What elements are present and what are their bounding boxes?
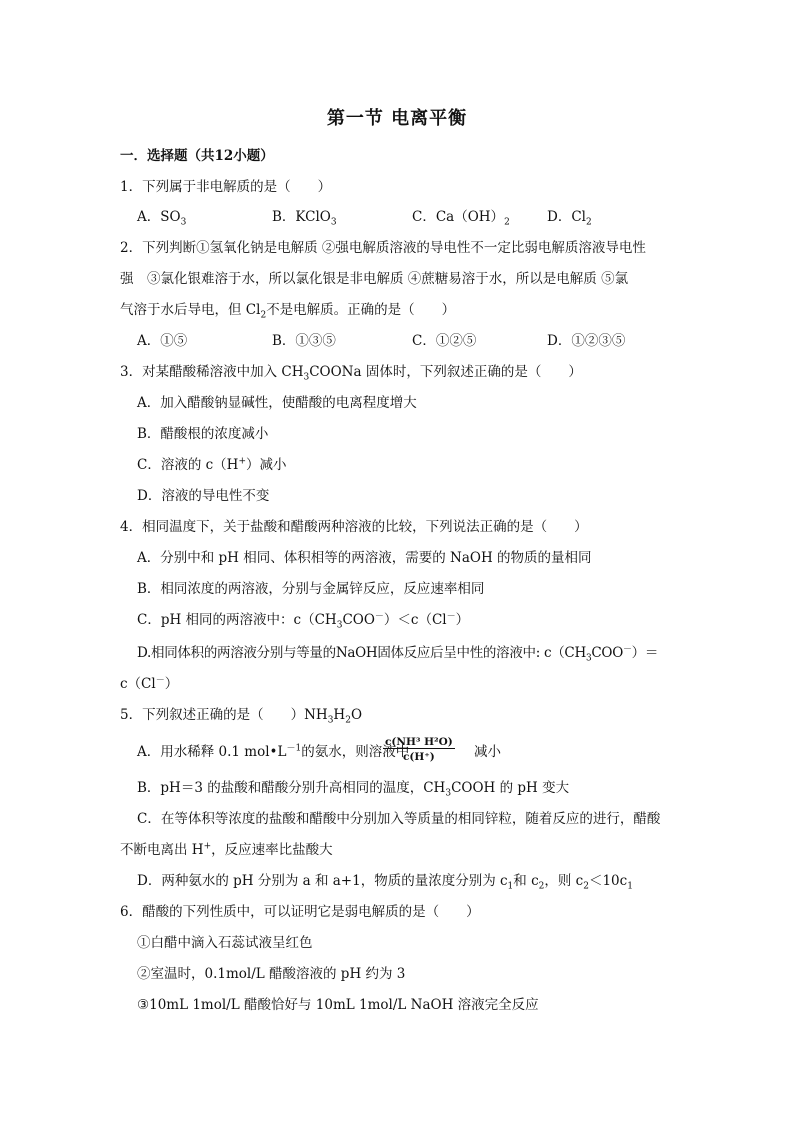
page-title: 第一节 电离平衡 <box>326 108 468 129</box>
q1-stem: 1．下列属于非电解质的是（ ） <box>120 179 332 195</box>
q3-stem: 3．对某醋酸稀溶液中加入 $CH_3COONa$ 固体时，下列叙述正确的是（ ） <box>120 364 582 383</box>
q1-option-b[interactable]: B．KClO$_3$ <box>272 209 337 228</box>
q4-option-a[interactable]: A．分别中和 pH 相同、体积相等的两溶液，需要的 NaOH 的物质的量相同 <box>137 550 592 566</box>
fraction-numerator: c(NH³ H²O) <box>385 736 453 748</box>
q5-option-c-continued: 不断电离出 H+，反应速率比盐酸大 <box>120 841 333 858</box>
q6-stem: 6．醋酸的下列性质中，可以证明它是弱电解质的是（ ） <box>120 904 480 920</box>
q5-option-a-tail: 减小 <box>474 744 501 760</box>
q2-stem-line3: 气溶于水后导电，但 $Cl_2$不是电解质。正确的是（ ） <box>120 302 456 321</box>
q2-stem-line1: 2．下列判断①氢氧化钠是电解质 ②强电解质溶液的导电性不一定比弱电解质溶液导电性 <box>120 240 646 256</box>
q2-option-b[interactable]: B．①③⑤ <box>272 333 336 349</box>
q5-option-d[interactable]: D．两种氨水的 pH 分别为 a 和 a+1，物质的量浓度分别为 $c_1$和 $c_2$，则 $c_2<10c_1$ <box>137 873 633 892</box>
fraction-denominator: c(H⁺) <box>402 751 435 763</box>
q6-item-1: ①白醋中滴入石蕊试液呈红色 <box>137 935 313 951</box>
q1-option-c[interactable]: C．$Ca(OH)_2$ <box>412 209 510 228</box>
q2-option-c[interactable]: C．①②⑤ <box>412 333 477 349</box>
q5-option-b[interactable]: B．pH＝3 的盐酸和醋酸分别升高相同的温度，$CH_3COOH$ 的 pH 变大 <box>137 780 570 799</box>
q5-option-c[interactable]: C．在等体积等浓度的盐酸和醋酸中分别加入等质量的相同锌粒，随着反应的进行，醋酸 <box>137 811 661 827</box>
section-heading: 一．选择题（共12小题） <box>120 148 274 164</box>
q3-option-c[interactable]: C．溶液的 c（H+）减小 <box>137 456 287 473</box>
q2-stem-line2: 强 ③氯化银难溶于水，所以氯化银是非电解质 ④蔗糖易溶于水，所以是电解质 ⑤氯 <box>120 271 629 287</box>
q2-option-d[interactable]: D．①②③⑤ <box>547 333 626 349</box>
q1-option-a[interactable]: A．$SO_3$ <box>137 209 187 228</box>
q2-option-a[interactable]: A．①⑤ <box>137 333 188 349</box>
q4-option-b[interactable]: B．相同浓度的两溶液，分别与金属锌反应，反应速率相同 <box>137 581 485 597</box>
q4-option-d[interactable]: D.相同体积的两溶液分别与等量的NaOH固体反应后呈中性的溶液中: $c(CH_3COO^-)=$ <box>137 644 659 664</box>
q4-option-d-continued: c（Cl－） <box>120 675 179 692</box>
q3-option-a[interactable]: A．加入醋酸钠显碱性，使醋酸的电离程度增大 <box>137 395 417 411</box>
q5-fraction <box>383 736 455 763</box>
q6-item-2: ②室温时，0.1mol/L 醋酸溶液的 pH 约为 3 <box>137 966 406 982</box>
q4-option-c[interactable]: C．pH 相同的两溶液中：$c(CH_3COO^-)<c(Cl^-)$ <box>137 611 470 631</box>
q4-stem: 4．相同温度下，关于盐酸和醋酸两种溶液的比较，下列说法正确的是（ ） <box>120 519 588 535</box>
q3-option-b[interactable]: B．醋酸根的浓度减小 <box>137 426 269 442</box>
q3-option-d[interactable]: D．溶液的导电性不变 <box>137 488 270 504</box>
q5-option-a[interactable]: A．用水稀释 0.1 $mol•L^{-1}$的氨水，则溶液中 <box>137 743 410 760</box>
q6-item-3: ③10mL 1mol/L 醋酸恰好与 10mL 1mol/L NaOH 溶液完全反应 <box>137 997 539 1013</box>
q1-option-d[interactable]: D．$Cl_2$ <box>547 209 592 228</box>
q5-stem: 5．下列叙述正确的是（ ）$NH_3H_2O$ <box>120 707 363 726</box>
